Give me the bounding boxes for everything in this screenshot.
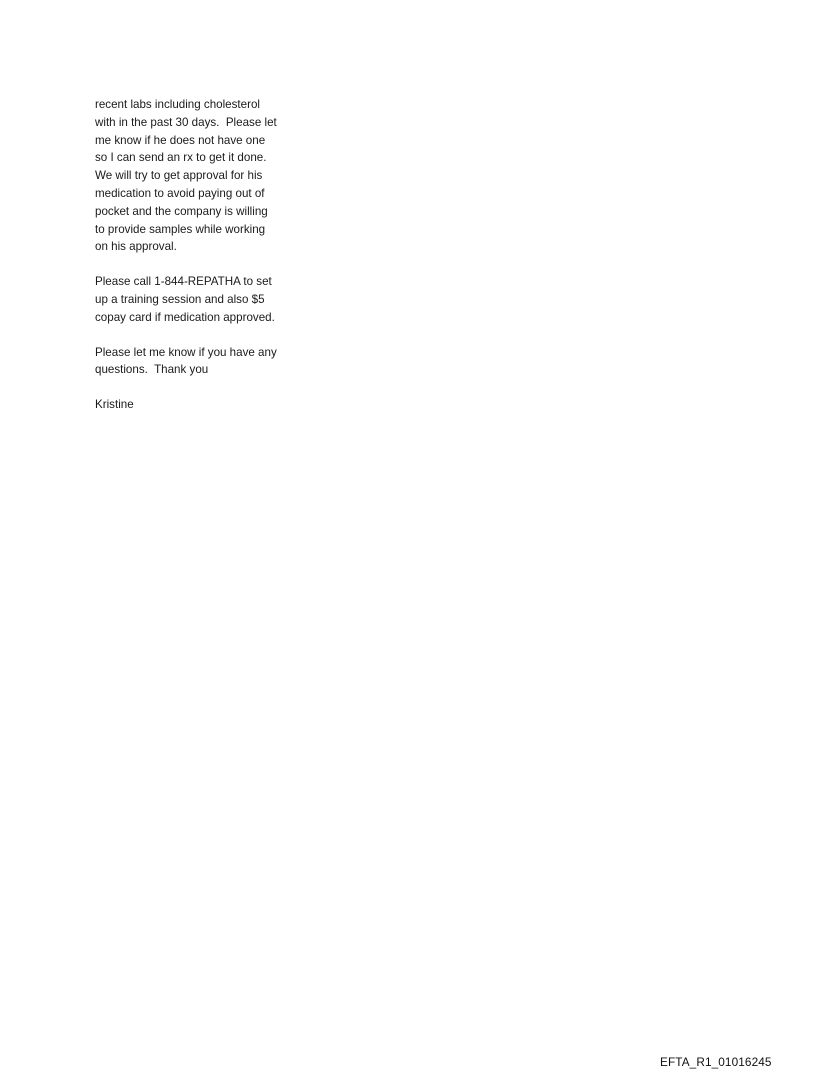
bates-stamp: EFTA_R1_01016245 — [660, 1055, 772, 1069]
paragraph-3: Please let me know if you have any questions. Thank you — [95, 345, 280, 377]
paragraph-2: Please call 1-844-REPATHA to set up a training session and also $5 copay card if medication approved. — [95, 275, 276, 324]
document-text-block — [95, 96, 280, 414]
signature-line: Kristine — [95, 398, 134, 412]
paragraph-1: recent labs including cholesterol with in the past 30 days. Please let me know if he does not have one so I can send an rx to get it done. We will try to get approval for his medication to avoid paying out of pocket and the company is willing to provide samples while working on his approval. — [95, 98, 280, 254]
